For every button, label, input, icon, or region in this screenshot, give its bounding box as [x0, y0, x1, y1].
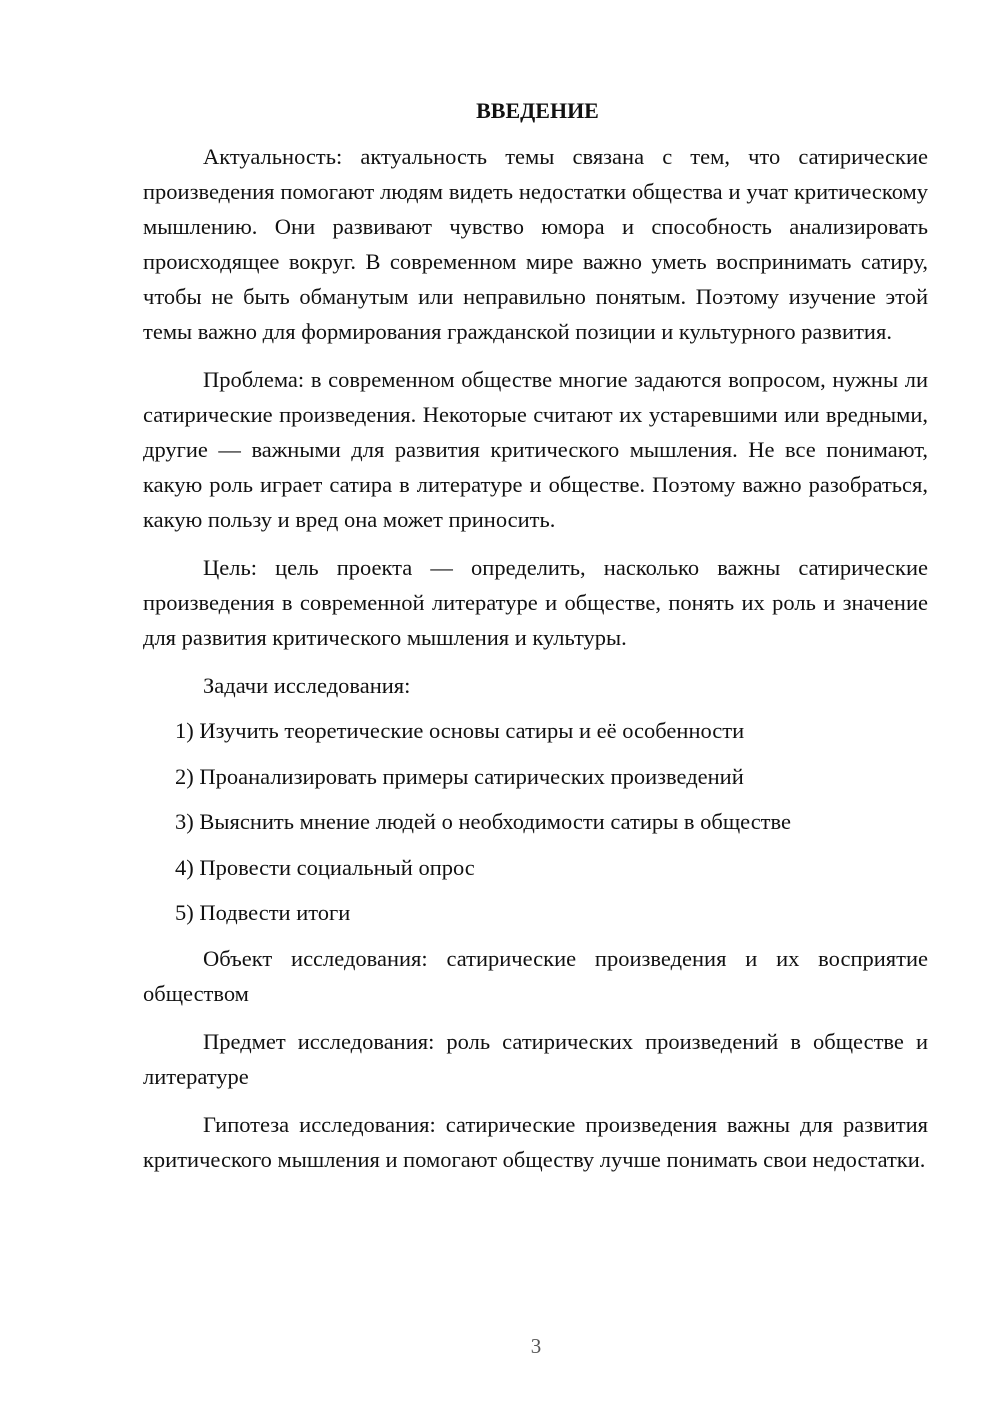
list-item: 5) Подвести итоги [175, 900, 351, 925]
paragraph-goal: Цель: цель проекта — определить, насколько важны сатирические произведения в современной литературе и обществе, понять их роль и значение для развития критического мышления и культуры. [143, 555, 928, 650]
paragraph-hypothesis: Гипотеза исследования: сатирические произведения важны для развития критического мышления и помогают обществу лучше понимать свои недостатки. [143, 1111, 928, 1172]
document-page [143, 96, 928, 1190]
page-title: ВВЕДЕНИЕ [476, 98, 599, 123]
page-number: 3 [530, 1334, 542, 1358]
list-item: 4) Провести социальный опрос [175, 854, 475, 880]
paragraph-problem: Проблема: в современном обществе многие задаются вопросом, нужны ли сатирические произведения. Некоторые считают их устаревшими или вредными, другие — важными для развития критического мышления. Не все понимают, какую роль играет сатира в литературе и обществе. Поэтому важно разобраться, какую пользу и вред она может приносить. [143, 367, 928, 532]
paragraph-object: Объект исследования: сатирические произведения и их восприятие обществом [143, 945, 928, 1006]
tasks-title: Задачи исследования: [203, 673, 411, 698]
paragraph-relevance: Актуальность: актуальность темы связана с тем, что сатирические произведения помогают людям видеть недостатки общества и учат критическому мышлению. Они развивают чувство юмора и способность анализировать происходящее вокруг. В современном мире важно уметь воспринимать сатиру, чтобы не быть обманутым или неправильно понятым. Поэтому изучение этой темы важно для формирования гражданской позиции и культурного развития. [143, 144, 928, 344]
tasks-list [143, 713, 928, 930]
list-item: 2) Проанализировать примеры сатирических произведений [175, 763, 744, 789]
paragraph-subject: Предмет исследования: роль сатирических произведений в обществе и литературе [143, 1028, 928, 1089]
list-item: 1) Изучить теоретические основы сатиры и её особенности [175, 718, 745, 743]
list-item: 3) Выяснить мнение людей о необходимости сатиры в обществе [175, 809, 791, 834]
